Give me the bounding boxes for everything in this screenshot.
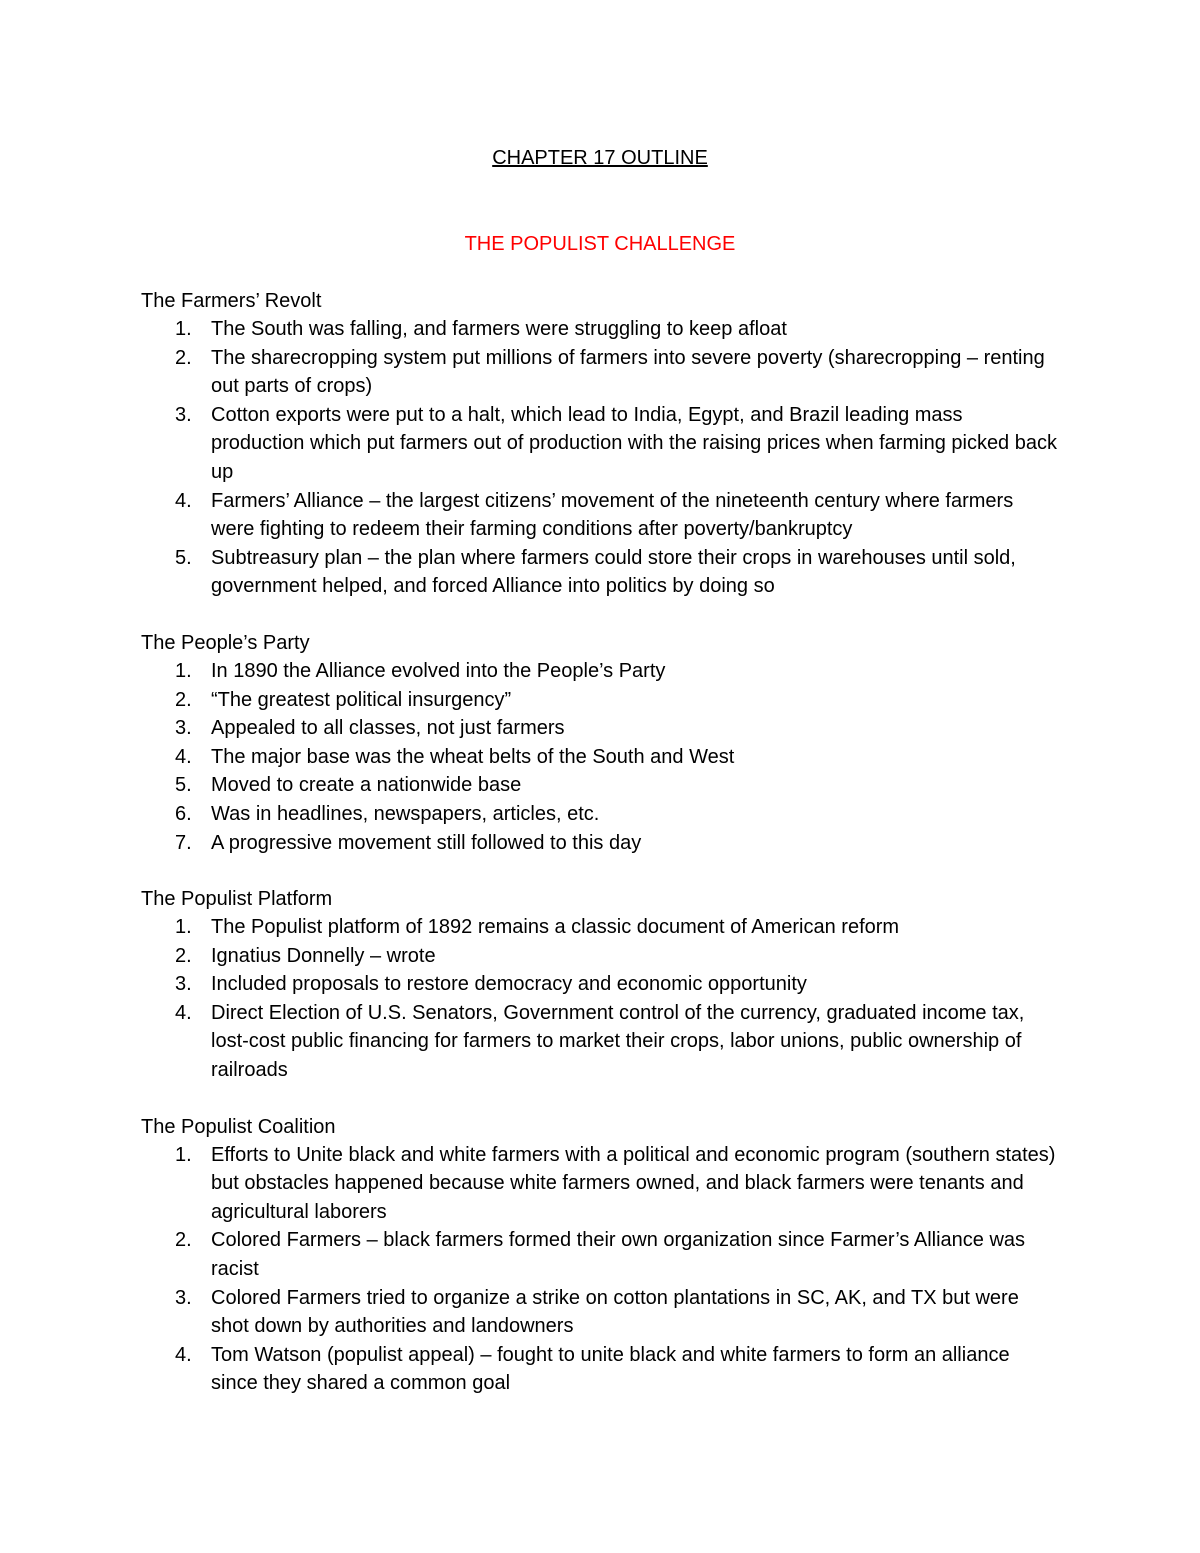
list-item	[141, 401, 1061, 487]
item-number: 1.	[175, 318, 192, 340]
item-text: Colored Farmers – black farmers formed their own organization since Farmer’s Alliance was racist	[211, 1229, 1026, 1281]
item-number: 1.	[175, 916, 192, 939]
item-number: 4.	[175, 745, 192, 768]
list-item	[141, 829, 1061, 858]
item-text: Was in headlines, newspapers, articles, etc.	[211, 802, 600, 825]
outline-list	[141, 1141, 1061, 1398]
item-number: 6.	[175, 802, 192, 825]
item-number: 3.	[175, 1286, 192, 1309]
item-text: Appealed to all classes, not just farmers	[211, 717, 565, 740]
item-text: Cotton exports were put to a halt, which lead to India, Egypt, and Brazil leading mass production which put farmers out of production with the raising prices when farming picked back up	[211, 403, 1057, 483]
outline-list	[141, 913, 1061, 1085]
list-item	[141, 315, 1061, 344]
item-number: 4.	[175, 1343, 192, 1366]
section-heading: The Farmers’ Revolt	[141, 290, 322, 312]
outline-list	[141, 657, 1061, 857]
list-item	[141, 1341, 1061, 1398]
item-text: Direct Election of U.S. Senators, Government control of the currency, graduated income tax, lost-cost public financing for farmers to market their crops, labor unions, public ownership of railroads	[211, 1001, 1025, 1082]
outline-content	[141, 287, 1061, 1426]
item-number: 2.	[175, 944, 192, 967]
item-text: Ignatius Donnelly – wrote	[211, 944, 436, 967]
section-heading: The Populist Coalition	[141, 1115, 336, 1138]
list-item	[141, 544, 1061, 601]
list-item	[141, 913, 1061, 942]
item-text: Colored Farmers tried to organize a strike on cotton plantations in SC, AK, and TX but were shot down by authorities and landowners	[211, 1286, 1019, 1338]
list-item	[141, 743, 1061, 772]
item-text: Included proposals to restore democracy and economic opportunity	[211, 973, 807, 996]
item-number: 7.	[175, 831, 192, 854]
item-text: Moved to create a nationwide base	[211, 774, 522, 797]
item-text: Subtreasury plan – the plan where farmers could store their crops in warehouses until sold, government helped, and forced Alliance into politics by doing so	[211, 546, 1016, 598]
list-item	[141, 487, 1061, 544]
list-item	[141, 1141, 1061, 1227]
item-text: In 1890 the Alliance evolved into the People’s Party	[211, 659, 666, 682]
list-item	[141, 800, 1061, 829]
item-number: 5.	[175, 774, 192, 797]
list-item	[141, 1226, 1061, 1283]
outline-list	[141, 315, 1061, 601]
item-text: Tom Watson (populist appeal) – fought to unite black and white farmers to form an alliance since they shared a common goal	[211, 1343, 1010, 1395]
list-item	[141, 686, 1061, 715]
list-item	[141, 999, 1061, 1085]
section-farmers-revolt	[141, 287, 1061, 601]
item-text: Farmers’ Alliance – the largest citizens’ movement of the nineteenth century where farmers were fighting to redeem their farming conditions after poverty/bankruptcy	[211, 489, 1014, 541]
item-number: 2.	[175, 1229, 192, 1252]
item-text: Efforts to Unite black and white farmers with a political and economic program (southern states) but obstacles happened because white farmers owned, and black farmers were tenants and agricultural laborers	[211, 1143, 1056, 1223]
list-item	[141, 714, 1061, 743]
item-number: 3.	[175, 403, 192, 426]
list-item	[141, 942, 1061, 971]
item-number: 5.	[175, 546, 192, 569]
item-text: The Populist platform of 1892 remains a classic document of American reform	[211, 916, 900, 939]
item-number: 3.	[175, 717, 192, 740]
item-text: The South was falling, and farmers were struggling to keep afloat	[211, 318, 787, 340]
section-populist-coalition	[141, 1113, 1061, 1398]
item-number: 2.	[175, 346, 192, 369]
item-number: 1.	[175, 659, 192, 682]
item-text: The sharecropping system put millions of farmers into severe poverty (sharecropping – renting out parts of crops)	[211, 346, 1045, 398]
section-heading: The Populist Platform	[141, 888, 333, 911]
item-number: 1.	[175, 1143, 192, 1166]
item-number: 2.	[175, 688, 192, 711]
item-number: 4.	[175, 1001, 192, 1024]
item-text: “The greatest political insurgency”	[211, 688, 512, 711]
list-item	[141, 970, 1061, 999]
item-number: 3.	[175, 973, 192, 996]
document-subtitle: THE POPULIST CHALLENGE	[464, 233, 736, 255]
list-item	[141, 1284, 1061, 1341]
item-number: 4.	[175, 489, 192, 512]
list-item	[141, 657, 1061, 686]
document-title: CHAPTER 17 OUTLINE	[492, 147, 708, 169]
section-heading: The People’s Party	[141, 631, 310, 654]
section-peoples-party	[141, 629, 1061, 857]
section-populist-platform	[141, 885, 1061, 1085]
item-text: A progressive movement still followed to this day	[211, 831, 642, 854]
list-item	[141, 344, 1061, 401]
item-text: The major base was the wheat belts of the South and West	[211, 745, 735, 768]
list-item	[141, 771, 1061, 800]
